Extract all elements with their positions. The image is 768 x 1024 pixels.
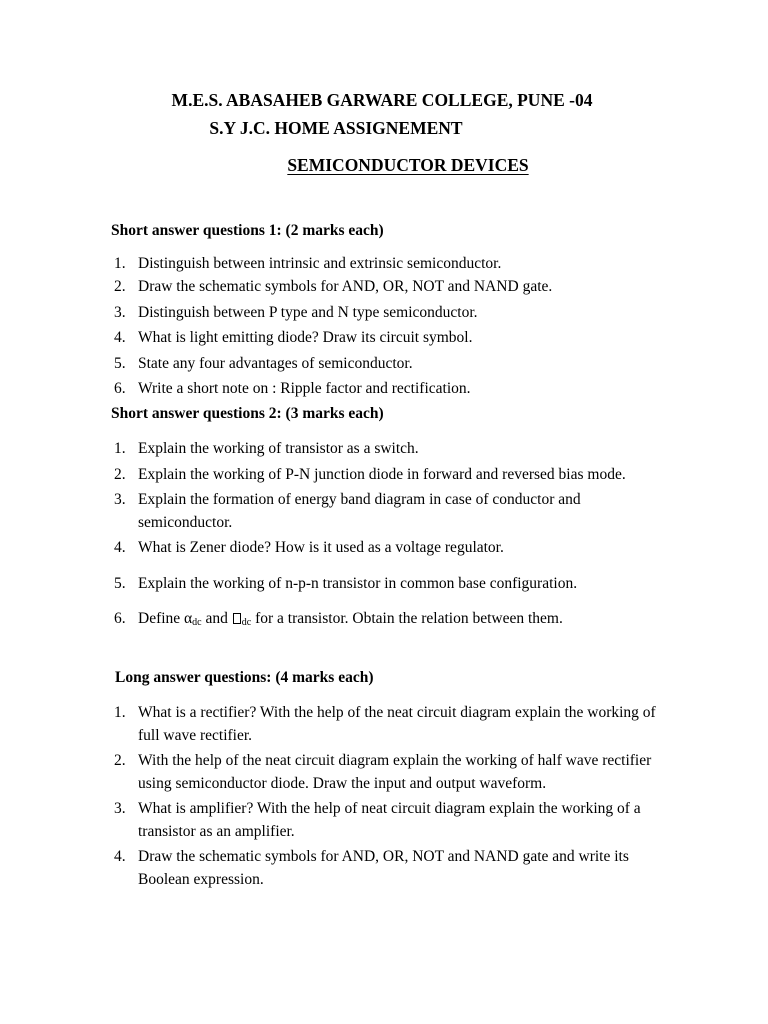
section3-heading: Long answer questions: (4 marks each): [115, 669, 374, 686]
question-item: [111, 353, 671, 376]
question-number: 3.: [114, 303, 126, 321]
question-number: 2.: [114, 752, 126, 769]
question-text: What is amplifier? With the help of neat circuit diagram explain the working of a transistor as an amplifier.: [138, 800, 641, 840]
question-item: [111, 438, 671, 461]
assignment-title: S.Y J.C. HOME ASSIGNEMENT: [209, 118, 463, 138]
question-number: 4.: [114, 848, 126, 865]
question-item: [111, 464, 671, 487]
question-item: [111, 276, 671, 299]
question-text: Explain the working of transistor as a switch.: [138, 440, 419, 457]
question-item: [111, 608, 671, 631]
section2-question-list: [111, 438, 671, 631]
question-text: Draw the schematic symbols for AND, OR, NOT and NAND gate.: [138, 278, 553, 295]
question-item: [111, 302, 671, 325]
question-text: Explain the formation of energy band diagram in case of conductor and semiconductor.: [138, 491, 581, 531]
question-number: 3.: [114, 800, 126, 817]
question-item: [111, 489, 671, 534]
question-number: 6.: [114, 380, 126, 397]
question-item: [111, 537, 671, 560]
question-number: 4.: [114, 539, 126, 556]
section1-question-list: [111, 253, 671, 401]
question-item: [111, 327, 671, 350]
question-item: [111, 798, 671, 843]
question-number: 1.: [114, 440, 126, 457]
question-text: What is a rectifier? With the help of the neat circuit diagram explain the working of full wave rectifier.: [138, 704, 656, 744]
question-item: [111, 573, 671, 596]
question-number: 5.: [114, 574, 126, 592]
question-number: 1.: [114, 704, 126, 721]
question-text: With the help of the neat circuit diagram explain the working of half wave rectifier using semiconductor diode. Draw the input and output waveform.: [138, 752, 652, 792]
question-text: Draw the schematic symbols for AND, OR, NOT and NAND gate and write its Boolean expression.: [138, 848, 629, 888]
section2-heading: Short answer questions 2: (3 marks each): [111, 405, 384, 422]
question-text: Distinguish between P type and N type semiconductor.: [138, 303, 478, 321]
question-item: [111, 750, 671, 795]
question-number: 6.: [114, 610, 126, 627]
question-text-part: and: [201, 610, 232, 627]
beta-subscript: dc: [241, 617, 252, 628]
question-text: What is light emitting diode? Draw its circuit symbol.: [138, 329, 473, 346]
question-text: Write a short note on : Ripple factor and rectification.: [138, 380, 471, 397]
question-number: 2.: [114, 278, 126, 295]
question-text: What is Zener diode? How is it used as a voltage regulator.: [138, 539, 504, 556]
section3-question-list: [111, 702, 671, 891]
question-number: 3.: [114, 491, 126, 508]
question-text-part: for a transistor. Obtain the relation between them.: [251, 610, 563, 627]
question-text: Explain the working of n-p-n transistor in common base configuration.: [138, 574, 578, 592]
question-item: [111, 253, 671, 276]
question-item: [111, 378, 671, 401]
section1-heading: Short answer questions 1: (2 marks each): [111, 222, 384, 239]
question-item: [111, 846, 671, 891]
subject-title: SEMICONDUCTOR DEVICES: [287, 155, 529, 175]
question-number: 4.: [114, 329, 126, 346]
question-text: [138, 610, 563, 627]
question-text: Explain the working of P-N junction diode in forward and reversed bias mode.: [138, 465, 626, 483]
missing-glyph-box-icon: [233, 613, 241, 624]
question-text: Distinguish between intrinsic and extrinsic semiconductor.: [138, 255, 502, 272]
college-title: M.E.S. ABASAHEB GARWARE COLLEGE, PUNE -04: [171, 90, 593, 110]
question-text-part: Define α: [138, 610, 193, 627]
question-item: [111, 702, 671, 747]
question-number: 2.: [114, 465, 126, 483]
alpha-subscript: dc: [192, 617, 202, 628]
question-number: 5.: [114, 354, 126, 372]
question-text: State any four advantages of semiconductor.: [138, 354, 413, 372]
question-number: 1.: [114, 255, 126, 272]
